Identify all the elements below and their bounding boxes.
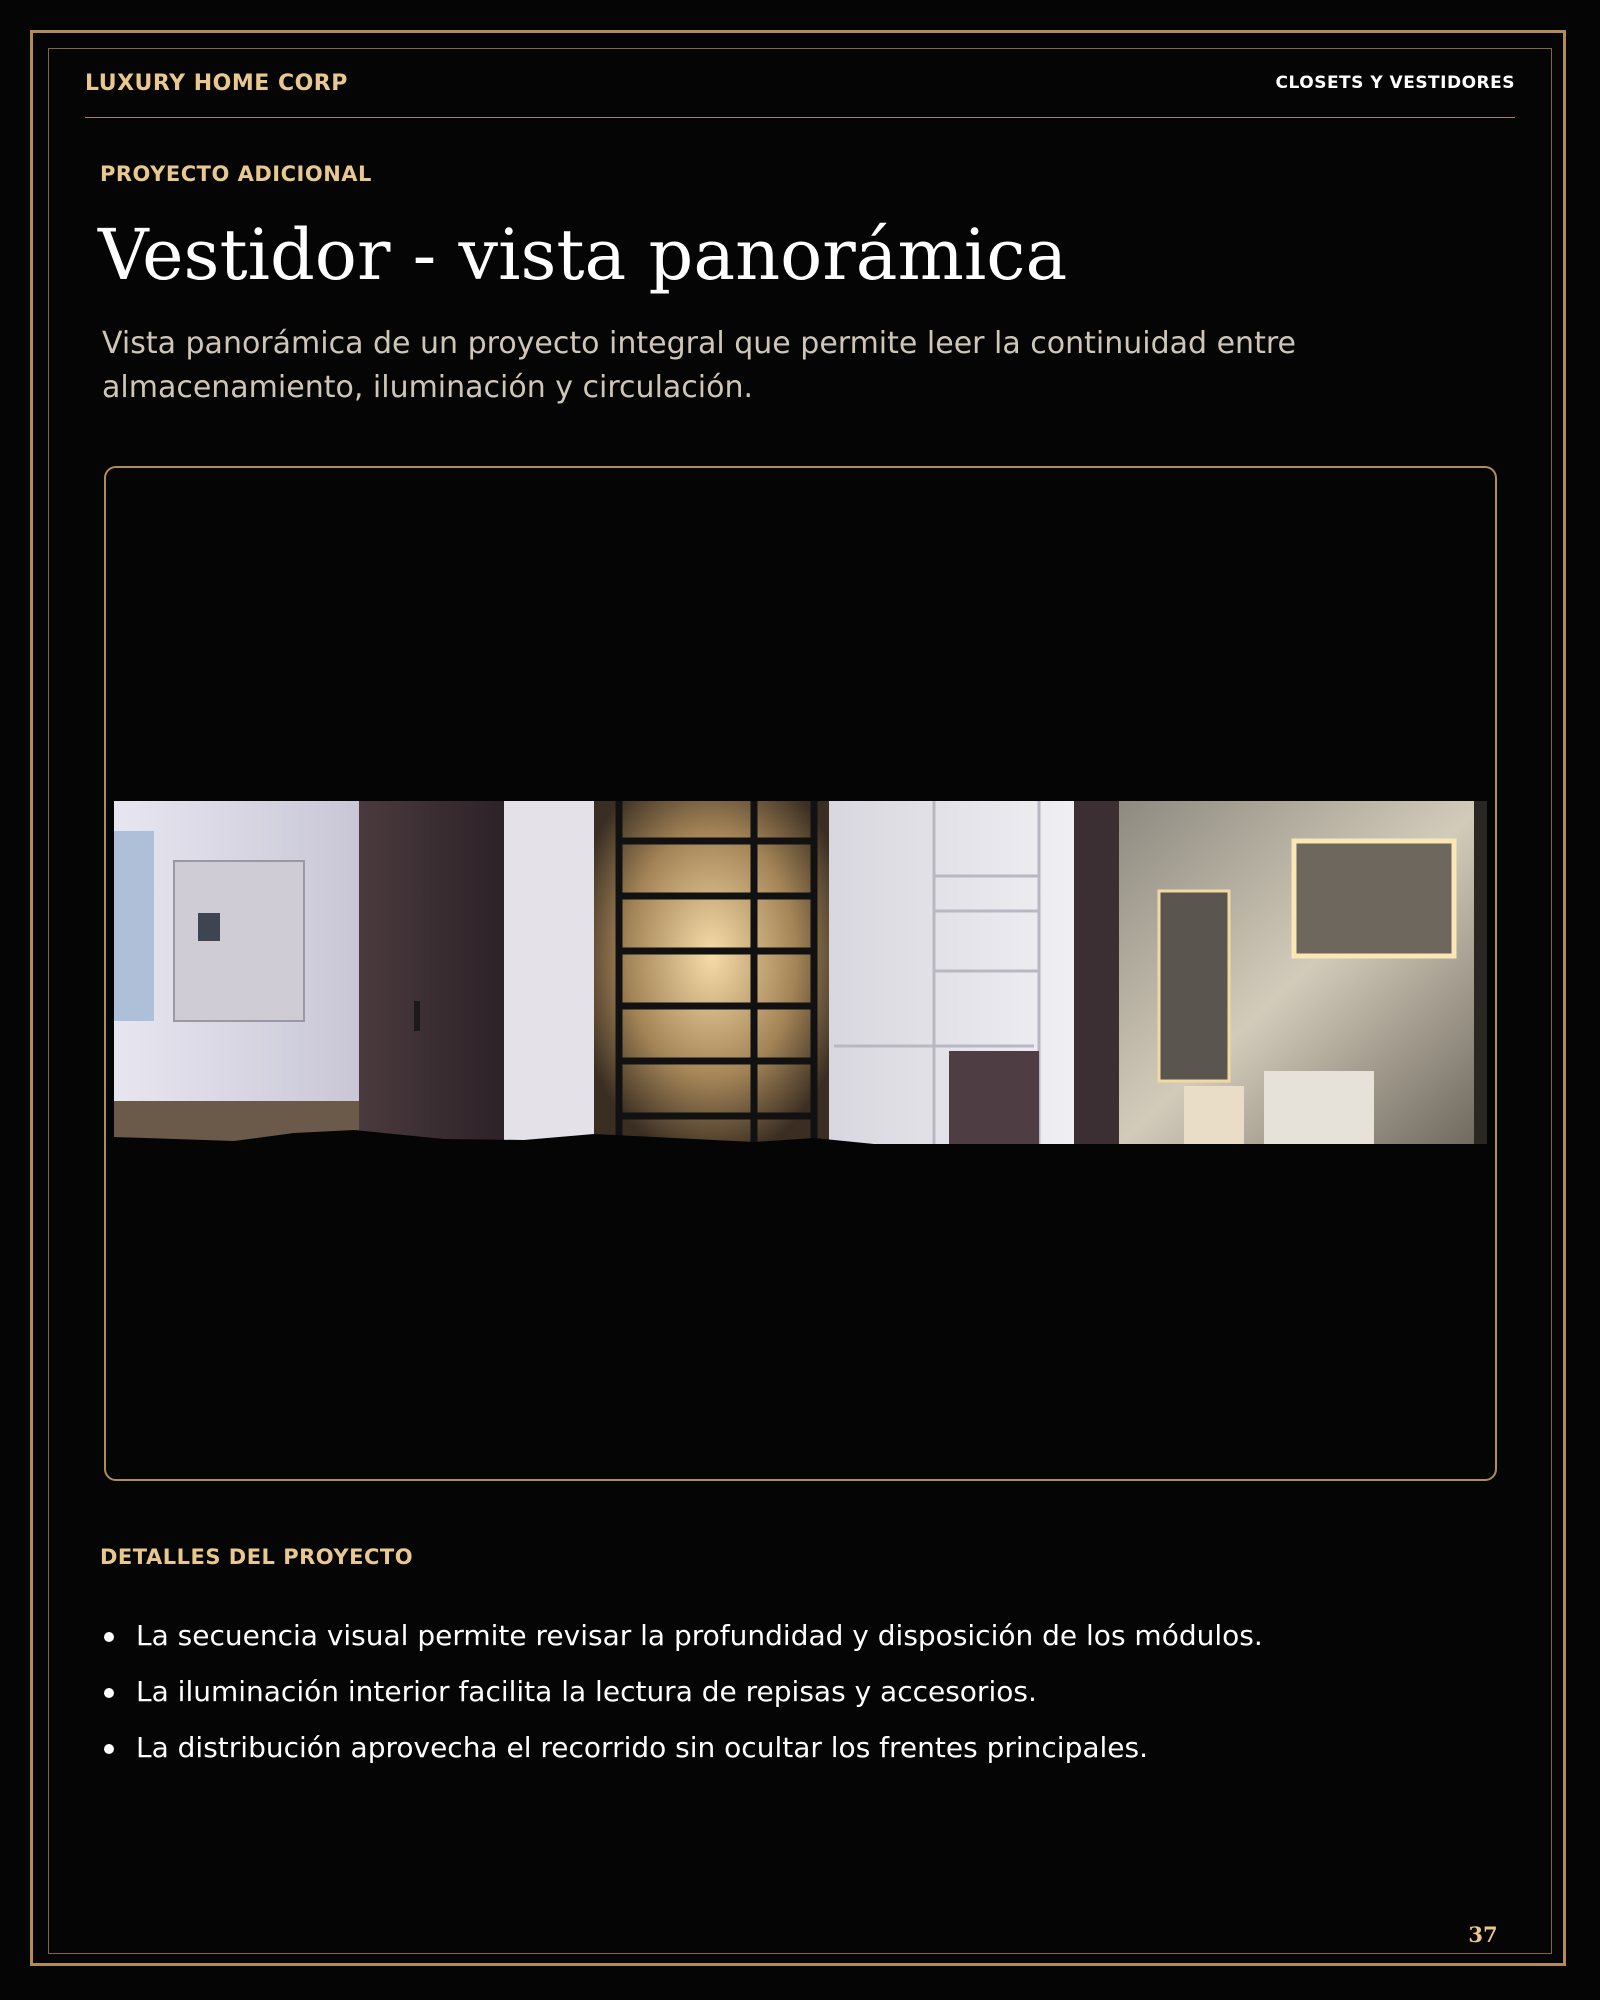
section-name: CLOSETS Y VESTIDORES [1275,73,1515,93]
page-header [85,60,1515,118]
page-title: Vestidor - vista panorámica [98,214,1068,296]
list-item-text: La secuencia visual permite revisar la profundidad y disposición de los módulos. [136,1619,1263,1652]
details-list [100,1614,1263,1782]
panorama-photo [114,801,1487,1144]
list-item-text: La iluminación interior facilita la lectura de repisas y accesorios. [136,1675,1037,1708]
page-number: 37 [1440,1918,1526,1952]
page-subtitle: Vista panorámica de un proyecto integral que permite leer la continuidad entre almacenamiento, iluminación y circulación. [102,326,1296,405]
brand-name: LUXURY HOME CORP [85,71,348,96]
bullet-dot-icon [104,1688,114,1698]
list-item [100,1726,1263,1782]
list-item [100,1670,1263,1726]
list-item [100,1614,1263,1670]
details-label: DETALLES DEL PROYECTO [100,1545,414,1569]
bullet-dot-icon [104,1632,114,1642]
bullet-dot-icon [104,1744,114,1754]
project-eyebrow: PROYECTO ADICIONAL [100,162,372,186]
list-item-text: La distribución aprovecha el recorrido sin ocultar los frentes principales. [136,1731,1149,1764]
